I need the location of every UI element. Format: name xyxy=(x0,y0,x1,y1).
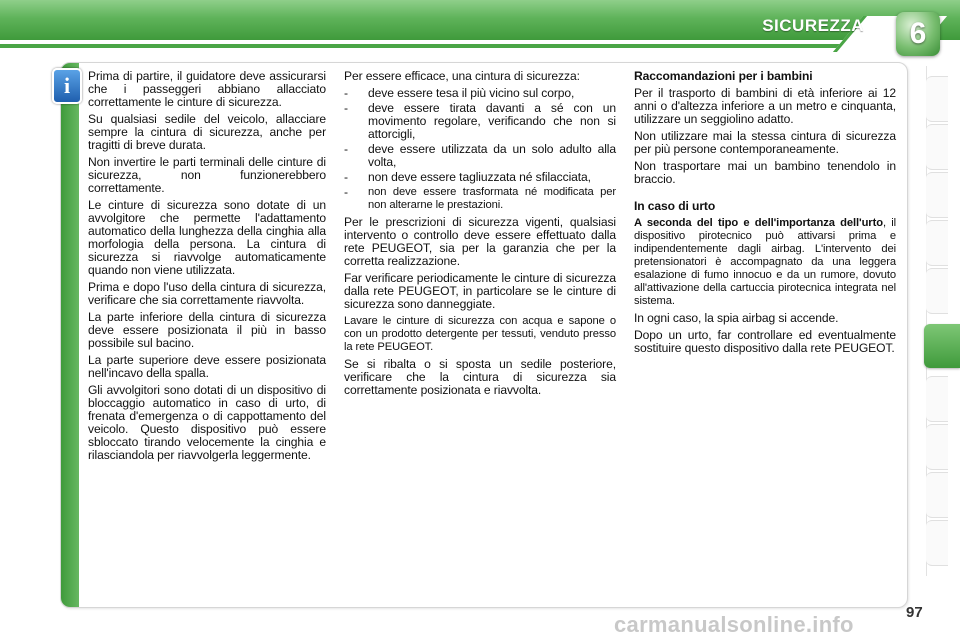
paragraph: Se si ribalta o si sposta un sedile posteriore, verificare che la cintura di sicurezza sia correttamente posizionata e riavvolta. xyxy=(344,357,616,397)
section-title: SICUREZZA xyxy=(762,16,864,35)
paragraph: La parte superiore deve essere posizionata nell'incavo della spalla. xyxy=(88,353,326,380)
chapter-tab-4[interactable] xyxy=(926,220,948,266)
info-icon: i xyxy=(52,68,82,104)
watermark: carmanualsonline.info xyxy=(614,612,854,637)
paragraph: Non invertire le parti terminali delle cinture di sicurezza, non funzionerebbero correttamente. xyxy=(88,155,326,195)
list-item: - non deve essere trasformata né modificata per non alterarne le prestazioni. xyxy=(344,185,616,211)
paragraph: Prima di partire, il guidatore deve assicurarsi che i passeggeri abbiano allacciato correttamente le cinture di sicurezza. xyxy=(88,69,326,109)
paragraph: Far verificare periodicamente le cinture di sicurezza dalla rete PEUGEOT, in particolare se le cinture di sicurezza sono danneggiate. xyxy=(344,271,616,311)
chapter-tab-5[interactable] xyxy=(926,268,948,314)
dash-bullet: - xyxy=(344,142,348,156)
paragraph: Lavare le cinture di sicurezza con acqua e sapone o con un prodotto detergente per tessuti, venduto presso la rete PEUGEOT. xyxy=(344,315,616,353)
header-rule xyxy=(0,44,900,48)
paragraph xyxy=(634,217,896,308)
section-heading: Raccomandazioni per i bambini xyxy=(634,69,813,83)
dash-bullet: - xyxy=(344,170,348,184)
paragraph: Su qualsiasi sedile del veicolo, allacciare sempre la cintura di sicurezza, anche per tragitti di breve durata. xyxy=(88,112,326,152)
paragraph: Per il trasporto di bambini di età inferiore ai 12 anni o d'altezza inferiore a un metro e cinquanta, utilizzare un seggiolino adatto. xyxy=(634,86,896,126)
lead-rest: , il dispositivo pirotecnico può attivarsi prima e indipendentemente dagli airbag. L'intervento dei pretensionatori è accompagnato da una leggera esalazione di fumo innocuo e da un rumore, dovuto all'attivazione della cartuccia pirotecnica integrata nel sistema. xyxy=(634,217,896,307)
dash-bullet: - xyxy=(344,101,348,115)
list-item: - deve essere tirata davanti a sé con un movimento regolare, verificando che non si attorcigli, xyxy=(344,101,616,141)
page-number: 97 xyxy=(906,604,923,621)
list-item: - deve essere tesa il più vicino sul corpo, xyxy=(344,86,575,100)
chapter-tab-7[interactable] xyxy=(926,376,948,422)
paragraph: Non trasportare mai un bambino tenendolo in braccio. xyxy=(634,159,896,186)
chapter-tab-3[interactable] xyxy=(926,172,948,218)
dash-bullet: - xyxy=(344,86,348,100)
chapter-tab-6-active[interactable] xyxy=(924,324,960,368)
paragraph: Prima e dopo l'uso della cintura di sicurezza, verificare che sia correttamente riavvolta. xyxy=(88,280,326,307)
paragraph: Non utilizzare mai la stessa cintura di sicurezza per più persone contemporaneamente. xyxy=(634,129,896,156)
paragraph: La parte inferiore della cintura di sicurezza deve essere posizionata il più in basso possibile sul bacino. xyxy=(88,310,326,350)
chapter-number-badge[interactable]: 6 xyxy=(896,12,940,56)
chapter-tab-10[interactable] xyxy=(926,520,948,566)
chapter-tab-2[interactable] xyxy=(926,124,948,170)
column-middle xyxy=(344,70,616,401)
requirements-list xyxy=(344,87,616,212)
column-right xyxy=(634,70,896,359)
list-item: - non deve essere tagliuzzata né sfilacciata, xyxy=(344,170,591,184)
paragraph: In ogni caso, la spia airbag si accende. xyxy=(634,311,839,325)
dash-bullet: - xyxy=(344,185,348,199)
column-left xyxy=(88,70,326,466)
paragraph: Gli avvolgitori sono dotati di un dispositivo di bloccaggio automatico in caso di urto, di frenata d'emergenza o di cappottamento del veicolo. Questo dispositivo può essere sbloccato tirando velocemente la cinghia e rilasciandola per riavvolgerla leggermente. xyxy=(88,383,326,462)
section-heading: In caso di urto xyxy=(634,199,716,213)
panel-accent-bar xyxy=(61,63,79,607)
chapter-tab-8[interactable] xyxy=(926,424,948,470)
list-intro: Per essere efficace, una cintura di sicurezza: xyxy=(344,69,580,83)
list-item: - deve essere utilizzata da un solo adulto alla volta, xyxy=(344,142,616,169)
chapter-tab-9[interactable] xyxy=(926,472,948,518)
paragraph: Dopo un urto, far controllare ed eventualmente sostituire questo dispositivo dalla rete PEUGEOT. xyxy=(634,328,896,355)
bold-lead: A seconda del tipo e dell'importanza dell'urto xyxy=(634,217,883,229)
paragraph: Le cinture di sicurezza sono dotate di un avvolgitore che permette l'adattamento automatico della lunghezza della cinghia alla morfologia della persona. La cintura di sicurezza si riavvolge automaticamente quando non viene utilizzata. xyxy=(88,198,326,277)
chapter-tab-1[interactable] xyxy=(926,76,948,122)
paragraph: Per le prescrizioni di sicurezza vigenti, qualsiasi intervento o controllo deve essere effettuato dalla rete PEUGEOT, sia per la garanzia che per la corretta realizzazione. xyxy=(344,215,616,268)
